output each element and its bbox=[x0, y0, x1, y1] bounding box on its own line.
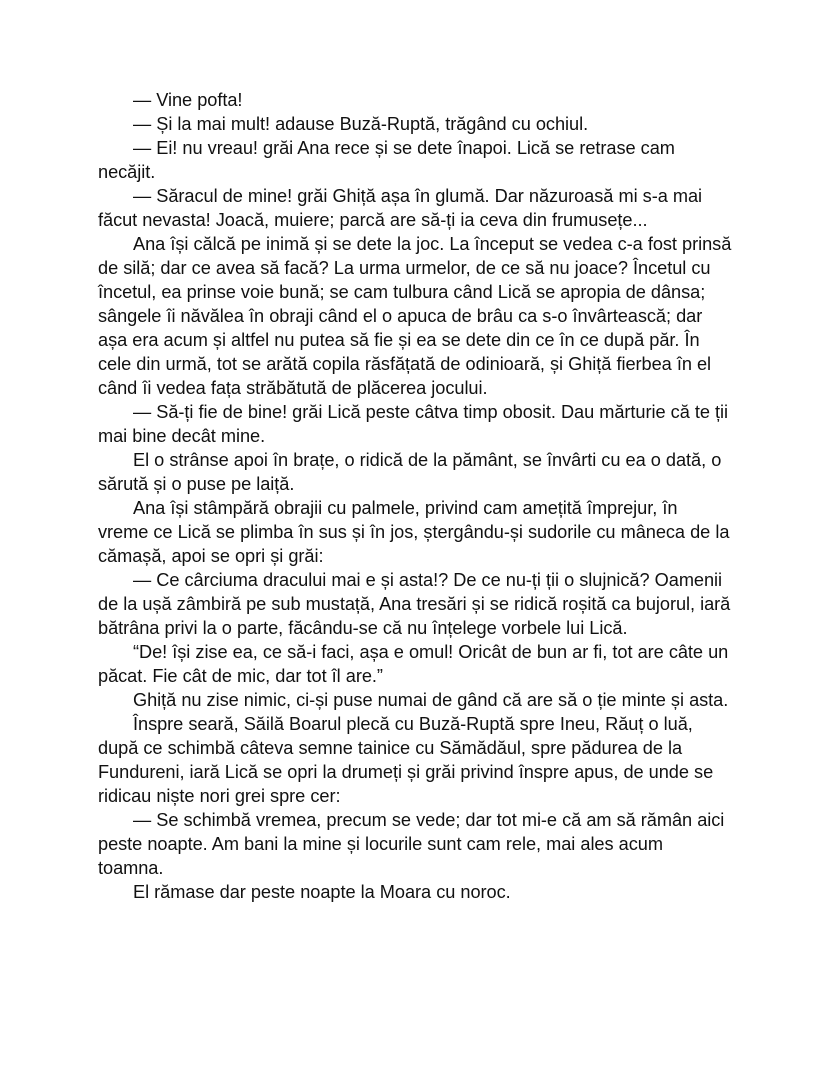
paragraph: El o strânse apoi în brațe, o ridică de la pământ, se învârti cu ea o dată, o sărută și o puse pe laiță. bbox=[98, 450, 722, 494]
body-text-column bbox=[98, 88, 732, 904]
paragraph: — Vine pofta! bbox=[133, 90, 243, 110]
paragraph: — Ce cârciuma dracului mai e și asta!? De ce nu-ți ții o slujnică? Oamenii de la ușă zâmbiră pe sub mustață, Ana tresări și se ridică roșită ca bujorul, iară bătrâna privi la o parte, făcându-se că nu înțelege vorbele lui Lică. bbox=[98, 570, 731, 638]
paragraph: — Și la mai mult! adause Buză-Ruptă, trăgând cu ochiul. bbox=[133, 114, 589, 134]
paragraph: — Să-ți fie de bine! grăi Lică peste câtva timp obosit. Dau mărturie că te ții mai bine decât mine. bbox=[98, 402, 729, 446]
paragraph: — Ei! nu vreau! grăi Ana rece și se dete înapoi. Lică se retrase cam necăjit. bbox=[98, 138, 675, 182]
paragraph: Ana își stâmpără obrajii cu palmele, privind cam amețită împrejur, în vreme ce Lică se plimba în sus și în jos, ștergându-și sudorile cu mâneca de la cămașă, apoi se opri și grăi: bbox=[98, 498, 730, 566]
paragraph: — Se schimbă vremea, precum se vede; dar tot mi-e că am să rămân aici peste noapte. Am bani la mine și locurile sunt cam rele, mai ales acum toamna. bbox=[98, 810, 725, 878]
paragraph: Ghiță nu zise nimic, ci-și puse numai de gând că are să o ție minte și asta. bbox=[133, 690, 729, 710]
paragraph: — Săracul de mine! grăi Ghiță așa în glumă. Dar năzuroasă mi s-a mai făcut nevasta! Joacă, muiere; parcă are să-ți ia ceva din frumusețe... bbox=[98, 186, 703, 230]
paragraph: “De! își zise ea, ce să-i faci, așa e omul! Oricât de bun ar fi, tot are câte un păcat. Fie cât de mic, dar tot îl are.” bbox=[98, 642, 729, 686]
paragraph: Înspre seară, Săilă Boarul plecă cu Buză-Ruptă spre Ineu, Răuț o luă, după ce schimbă câteva semne tainice cu Sămădăul, spre pădurea de la Fundureni, iară Lică se opri la drumeți și grăi privind înspre apus, de unde se ridicau niște nori grei spre cer: bbox=[98, 714, 714, 806]
paragraph: El rămase dar peste noapte la Moara cu noroc. bbox=[133, 882, 511, 902]
paragraph: Ana își călcă pe inimă și se dete la joc. La început se vedea c-a fost prinsă de silă; dar ce avea să facă? La urma urmelor, de ce să nu joace? Încetul cu încetul, ea prinse voie bună; se cam tulbura când Lică se apropia de dânsa; sângele îi năvălea în obraji când el o apuca de brâu ca s-o învârtească; dar așa era acum și altfel nu putea să fie și ea se dete din ce în ce după păr. În cele din urmă, tot se arătă copila răsfățată de odinioară, și Ghiță fierbea în el când îi vedea fața străbătută de plăcerea jocului. bbox=[98, 234, 732, 398]
